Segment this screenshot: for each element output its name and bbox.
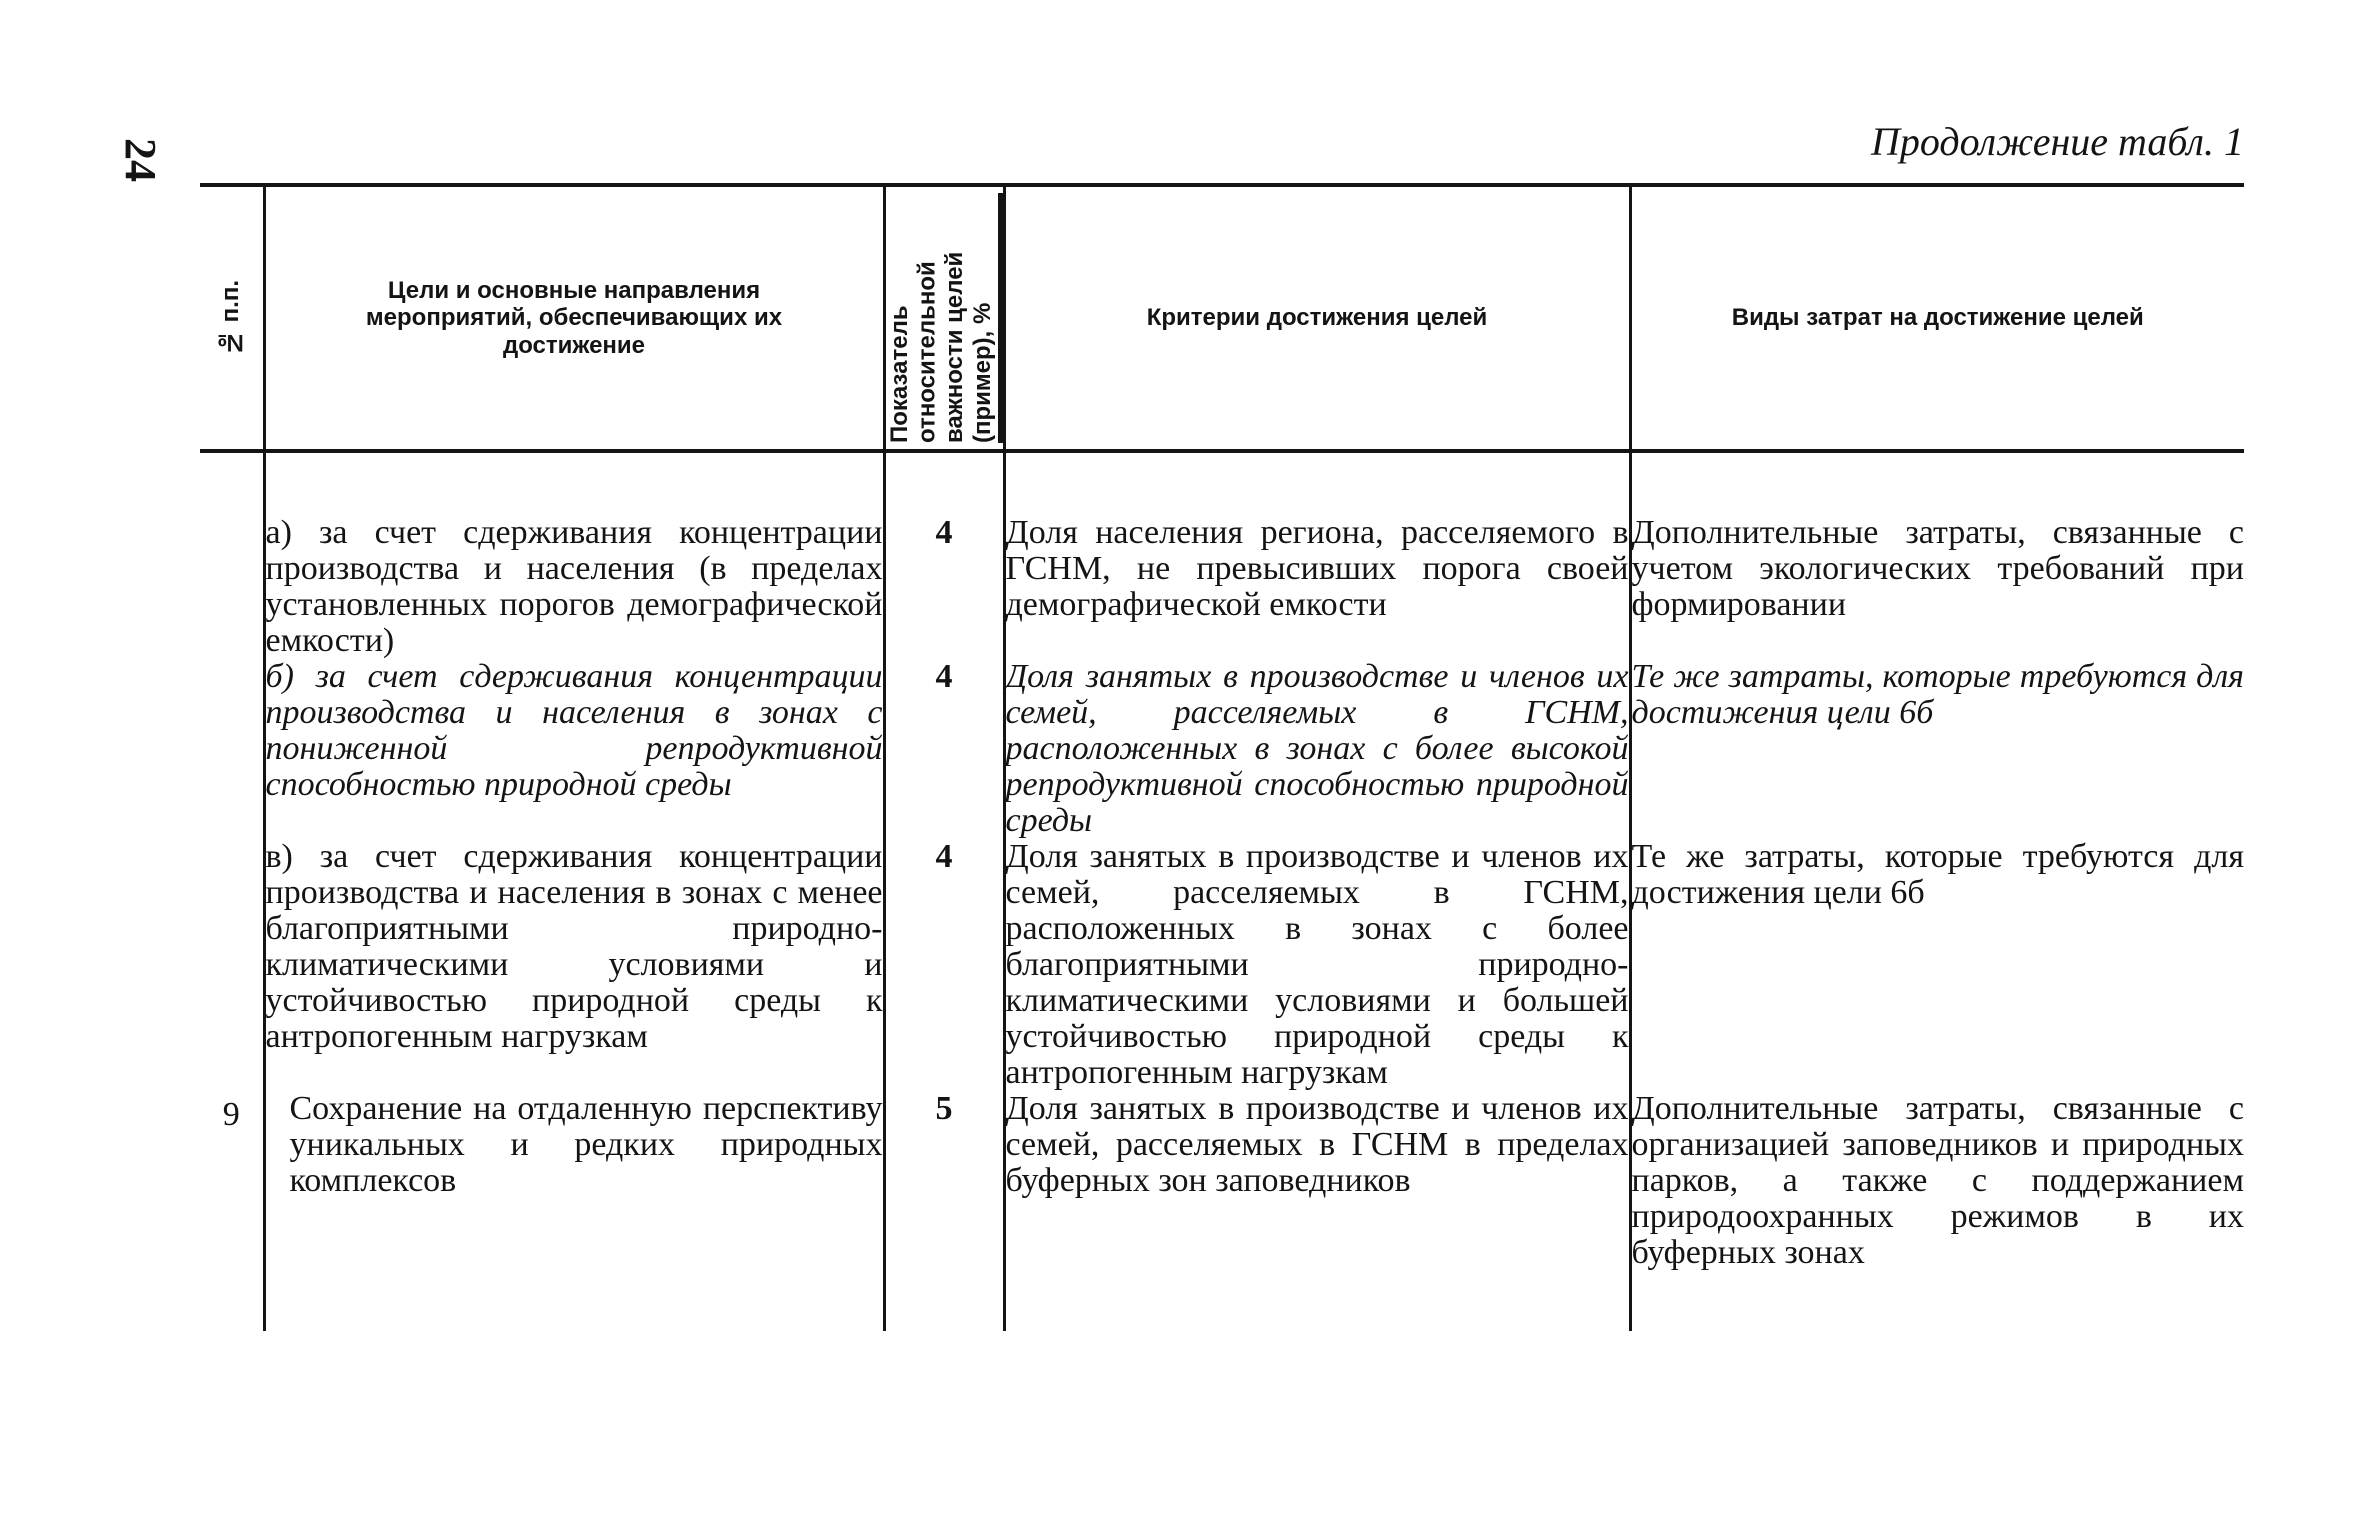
header-number: № п.п. xyxy=(200,185,264,451)
row-weight: 4 xyxy=(884,839,1004,1091)
header-criteria: Критерии достижения целей xyxy=(1004,185,1630,451)
row-weight: 4 xyxy=(884,659,1004,839)
row-costs: Дополнительные затраты, связанные с организацией заповедников и природных парков, а также с поддержанием природоохранных режимов в их буферных зонах xyxy=(1631,1090,2244,1271)
row-criteria: Доля занятых в производстве и членов их семей, расселяемых в ГСНМ в пределах буферных зон заповедников xyxy=(1004,1091,1630,1271)
row-weight: 4 xyxy=(884,451,1004,659)
table-row xyxy=(200,839,2244,1091)
page-number: 24 xyxy=(116,138,165,182)
row-number xyxy=(200,839,264,1091)
table-continuation-caption: Продолжение табл. 1 xyxy=(1870,119,2244,164)
row-criteria: Доля занятых в производстве и членов их семей, расселяемых в ГСНМ, расположенных в зонах с более благоприятными природно-климатическими условиями и большей устойчивостью природной среды к антропогенным нагрузкам xyxy=(1005,838,1629,1091)
row-goal: б) за счет сдерживания концентрации производства и населения в зонах с пониженной репродуктивной способностью природной среды xyxy=(264,659,884,839)
row-weight: 5 xyxy=(884,1091,1004,1271)
row-goal: в) за счет сдерживания концентрации производства и населения в зонах с менее благоприятными природно-климатическими условиями и устойчивостью природной среды к антропогенным нагрузкам xyxy=(264,839,884,1091)
header-weight: Показатель относительной важности целей (пример), % xyxy=(884,185,1004,451)
table-row xyxy=(200,451,2244,659)
row-costs: Те же затраты, которые требуются для достижения цели 6б xyxy=(1630,659,2244,839)
goals-table xyxy=(200,183,2244,1331)
row-costs: Дополнительные затраты, связанные с учетом экологических требований при формировании xyxy=(1630,451,2244,659)
row-number xyxy=(200,451,264,659)
row-criteria: Доля занятых в производстве и членов их семей, расселяемых в ГСНМ, расположенных в зонах с более высокой репродуктивной способностью природной среды xyxy=(1005,658,1629,839)
header-costs: Виды затрат на достижение целей xyxy=(1630,185,2244,451)
row-number xyxy=(200,659,264,839)
row-costs: Те же затраты, которые требуются для достижения цели 6б xyxy=(1630,839,2244,1091)
table-header-row xyxy=(200,185,2244,451)
row-goal: а) за счет сдерживания концентрации производства и населения (в пределах установленных порогов демографической емкости) xyxy=(264,451,884,659)
header-goals: Цели и основные направления мероприятий, обеспечивающих их достижение xyxy=(264,185,884,451)
table-row xyxy=(200,1091,2244,1271)
table-spacer-row xyxy=(200,1271,2244,1331)
table-row xyxy=(200,659,2244,839)
row-goal: Сохранение на отдаленную перспективу уникальных и редких природных комплексов xyxy=(264,1091,884,1271)
row-criteria: Доля населения региона, расселяемого в ГСНМ, не превысивших порога своей демографической емкости xyxy=(1004,451,1630,659)
row-number: 9 xyxy=(200,1091,264,1271)
